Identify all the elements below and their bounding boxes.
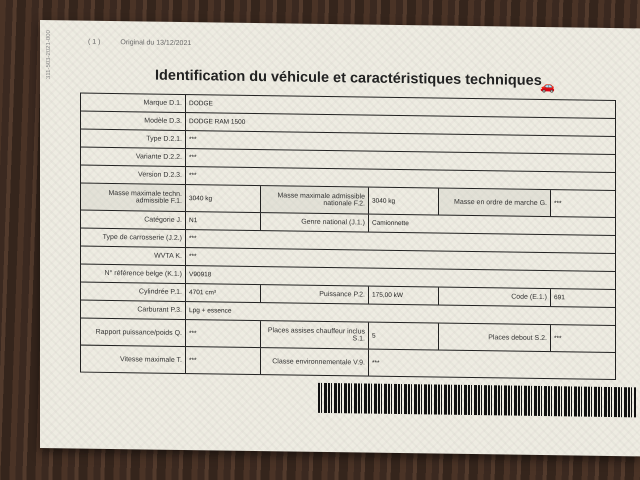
ref-belge-value: V90918 (189, 271, 212, 279)
puissance-value: 175,00 kW (369, 287, 439, 305)
masse-max-tech-value: 3040 kg (186, 185, 261, 212)
code-value: 691 (554, 294, 565, 302)
version-label: Version D.2.3. (81, 166, 186, 184)
vitesse-label: Vitesse maximale T. (81, 346, 186, 373)
variante-value: *** (189, 154, 197, 162)
left-code: ( 1 ) (88, 38, 101, 46)
places-assises-value: 5 (369, 323, 439, 350)
masse-max-nat-value: 3040 kg (369, 188, 439, 215)
car-icon: 🚗 (540, 78, 555, 94)
carburant-label: Carburant P.3. (81, 301, 186, 319)
code-label: Code (E.1.) (439, 288, 551, 307)
genre-value: Camionnette (372, 219, 409, 228)
vertical-code: 311-503-2021-000 (46, 30, 52, 80)
modele-value: DODGE RAM 1500 (189, 118, 246, 126)
barcode (318, 383, 636, 417)
masse-marche-label: Masse en ordre de marche G. (439, 189, 551, 217)
modele-label: Modèle D.3. (81, 112, 186, 130)
masse-marche-value: *** (554, 199, 562, 207)
version-value: *** (189, 172, 197, 180)
puissance-label: Puissance P.2. (261, 285, 369, 304)
classe-env-label: Classe environnementale V.9. (261, 348, 369, 376)
type-label: Type D.2.1. (81, 130, 186, 148)
places-assises-label: Places assises chauffeur inclus S.1. (261, 321, 369, 349)
cylindree-value: 4701 cm³ (186, 284, 261, 302)
cylindree-label: Cylindrée P.1. (81, 283, 186, 301)
carrosserie-value: *** (189, 235, 197, 243)
variante-label: Variante D.2.2. (81, 148, 186, 166)
marque-value: DODGE (189, 100, 213, 108)
type-value: *** (189, 136, 197, 144)
wvta-label: WVTA K. (81, 247, 186, 265)
vitesse-value: *** (186, 347, 261, 374)
fields-table (80, 93, 616, 380)
carburant-value: Lpg + essence (189, 307, 232, 315)
classe-env-value: *** (372, 359, 380, 367)
masse-max-nat-label: Masse maximale admissible nationale F.2. (261, 186, 369, 214)
card-meta (88, 39, 209, 48)
marque-label: Marque D.1. (81, 94, 186, 112)
original-date: Original du 13/12/2021 (120, 39, 192, 48)
rapport-label: Rapport puissance/poids Q. (81, 319, 186, 346)
carrosserie-label: Type de carrosserie (J.2.) (81, 229, 186, 247)
rapport-value: *** (186, 320, 261, 347)
ref-belge-label: N° référence belge (K.1.) (81, 265, 186, 283)
places-debout-value: *** (554, 334, 562, 342)
genre-label: Genre national (J.1.) (261, 213, 369, 232)
page-title: Identification du véhicule et caractéristiques techniques (155, 67, 542, 90)
wvta-value: *** (189, 253, 197, 261)
places-debout-label: Places debout S.2. (439, 324, 551, 352)
categorie-value: N1 (186, 212, 261, 230)
masse-max-tech-label: Masse maximale techn. admissible F.1. (81, 184, 186, 211)
vehicle-registration-card (40, 20, 640, 456)
categorie-label: Catégorie J. (81, 211, 186, 229)
